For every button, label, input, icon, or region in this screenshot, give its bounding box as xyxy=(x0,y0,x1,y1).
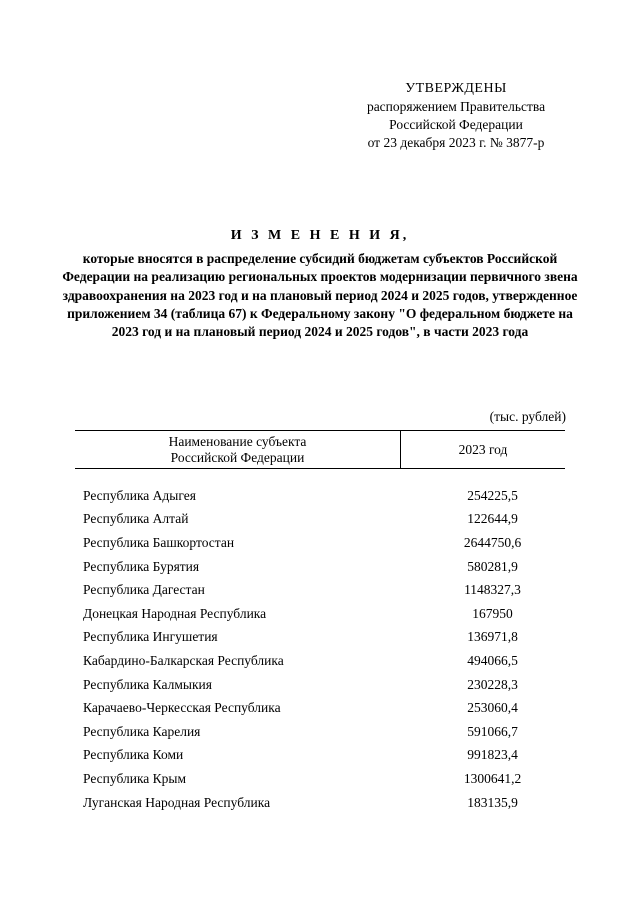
table-header xyxy=(75,430,565,469)
document-subtitle: которые вносятся в распределение субсидий бюджетам субъектов Российской Федерации на реализацию региональных проектов модернизации первичного звена здравоохранения на 2023 год и на плановый период 2024 и 2025 годов, утвержденное приложением 34 (таблица 67) к Федеральному закону "О федеральном бюджете на 2023 год и на плановый период 2024 и 2025 годов", в части 2023 года xyxy=(62,251,578,340)
subsidy-value-cell: 254225,5 xyxy=(467,487,518,503)
table-body xyxy=(75,469,565,814)
subsidy-value-cell: 230228,3 xyxy=(467,676,518,692)
subsidy-value-cell: 136971,8 xyxy=(467,629,518,645)
subsidy-value-cell: 991823,4 xyxy=(467,747,518,763)
subject-name-cell: Республика Карелия xyxy=(83,723,201,739)
table-row xyxy=(75,744,565,768)
subject-name-cell: Карачаево-Черкесская Республика xyxy=(83,700,281,716)
approval-line: распоряжением Правительства xyxy=(366,99,546,114)
subsidy-value-cell: 591066,7 xyxy=(467,723,518,739)
approval-date: от 23 декабря 2023 г. № 3877-р xyxy=(367,135,545,150)
subsidy-value-cell: 253060,4 xyxy=(467,700,518,716)
table-row xyxy=(75,484,565,508)
subject-name-cell: Республика Коми xyxy=(83,747,184,763)
document-heading xyxy=(60,228,580,341)
subject-name-cell: Республика Бурятия xyxy=(83,558,200,574)
table-row xyxy=(75,649,565,673)
approval-block xyxy=(340,80,572,152)
subsidy-value-cell: 122644,9 xyxy=(467,511,518,527)
subject-name-cell: Кабардино-Балкарская Республика xyxy=(83,652,284,668)
subsidy-value-cell: 580281,9 xyxy=(467,558,518,574)
table-row xyxy=(75,555,565,579)
subsidy-value-cell: 2644750,6 xyxy=(463,534,522,550)
subject-name-cell: Донецкая Народная Республика xyxy=(83,605,267,621)
table-row xyxy=(75,720,565,744)
subject-name-cell: Республика Ингушетия xyxy=(83,629,218,645)
table-row xyxy=(75,696,565,720)
subject-name-cell: Республика Башкортостан xyxy=(83,534,235,550)
table-row xyxy=(75,767,565,791)
units-label: (тыс. рублей) xyxy=(489,409,566,424)
subject-name-cell: Республика Калмыкия xyxy=(83,676,212,692)
subject-name-cell: Республика Дагестан xyxy=(83,582,205,598)
table-row xyxy=(75,602,565,626)
header-subject-name: Наименование субъекта Российской Федерации xyxy=(75,431,401,468)
subject-name-cell: Республика Алтай xyxy=(83,511,189,527)
table-row xyxy=(75,791,565,815)
table-row xyxy=(75,673,565,697)
table-row xyxy=(75,508,565,532)
header-year: 2023 год xyxy=(458,441,508,457)
subsidy-value-cell: 183135,9 xyxy=(467,794,518,810)
approval-line: Российской Федерации xyxy=(389,117,523,132)
subsidy-value-cell: 494066,5 xyxy=(467,652,518,668)
subject-name-cell: Республика Крым xyxy=(83,770,187,786)
subsidy-value-cell: 1148327,3 xyxy=(464,582,521,598)
subsidy-value-cell: 167950 xyxy=(472,605,513,621)
approval-heading: УТВЕРЖДЕНЫ xyxy=(405,81,507,96)
subject-name-cell: Луганская Народная Республика xyxy=(83,794,271,810)
table-row xyxy=(75,531,565,555)
document-title: И З М Е Н Е Н И Я, xyxy=(230,228,410,243)
subsidy-table xyxy=(75,430,565,814)
subject-name-cell: Республика Адыгея xyxy=(83,487,196,503)
subsidy-value-cell: 1300641,2 xyxy=(463,770,522,786)
table-row xyxy=(75,578,565,602)
table-row xyxy=(75,626,565,650)
